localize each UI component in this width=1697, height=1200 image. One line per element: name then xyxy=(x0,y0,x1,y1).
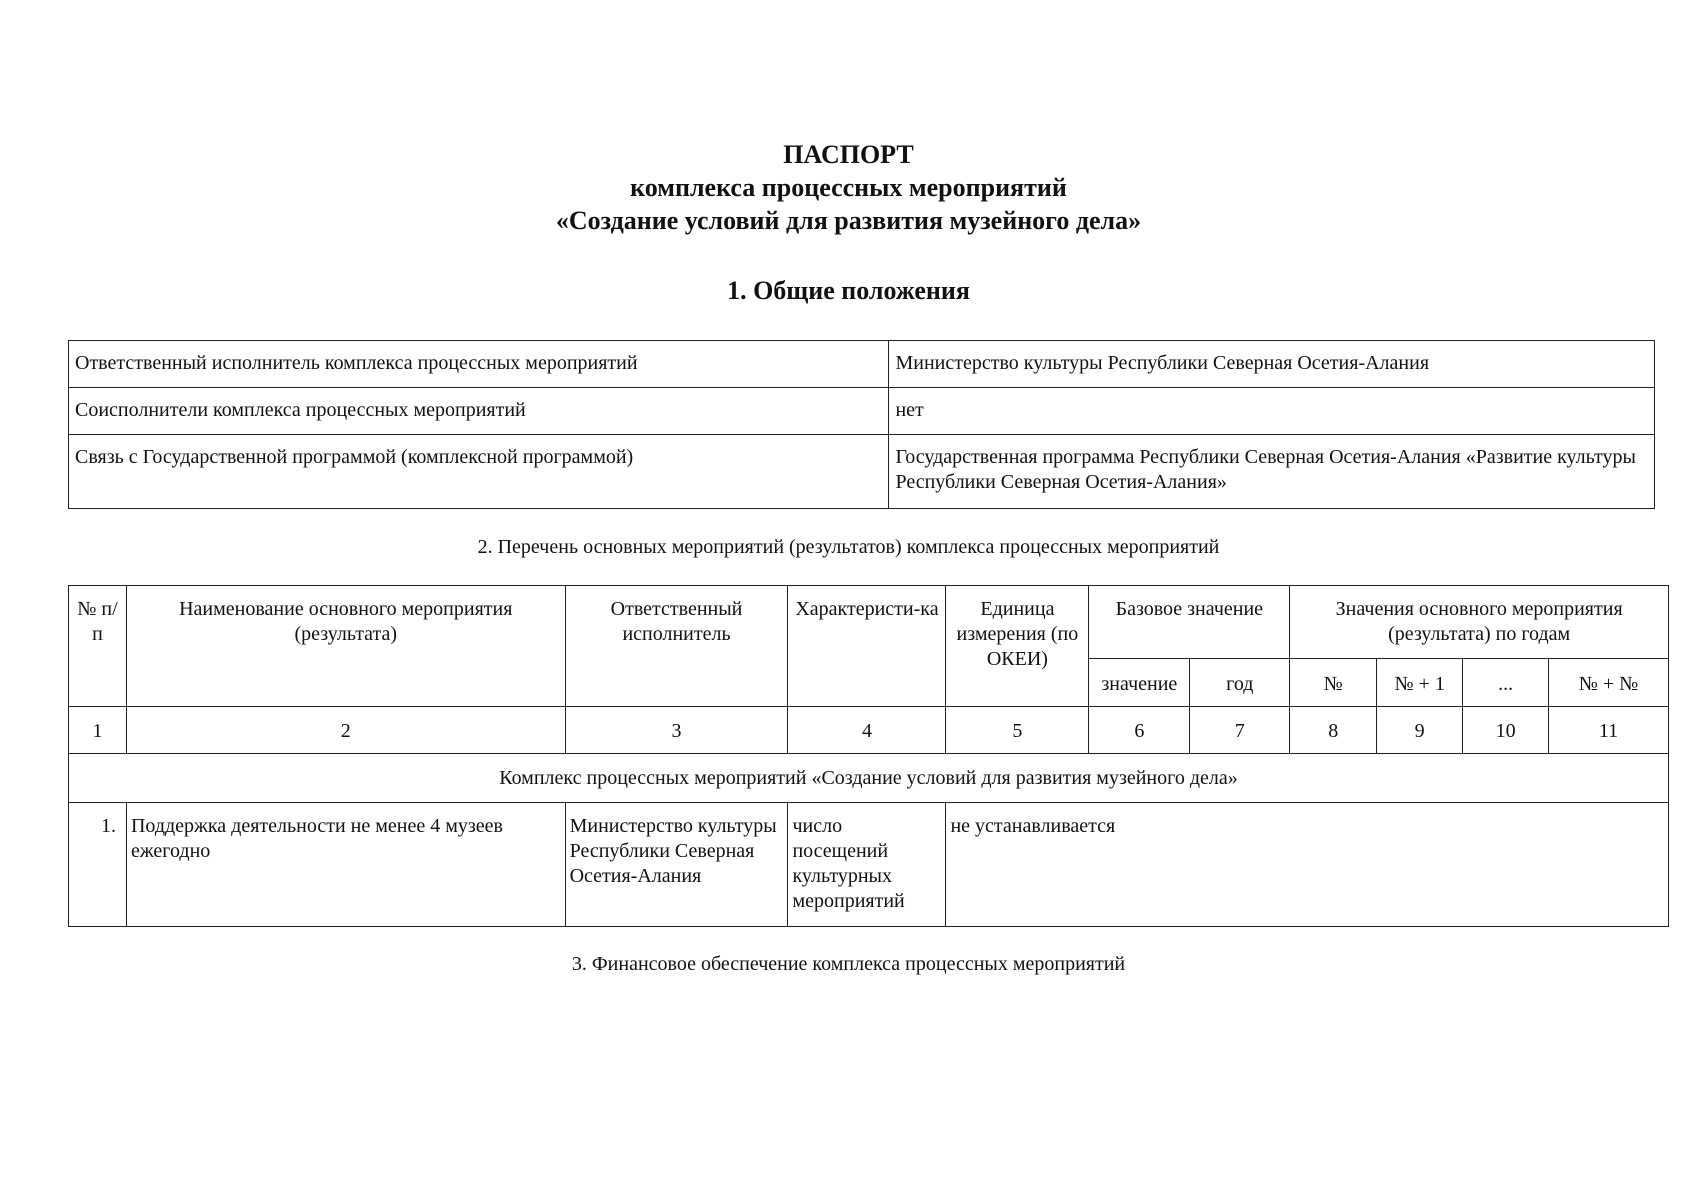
column-number: 3 xyxy=(565,707,788,754)
row-num: 1. xyxy=(69,803,127,927)
header-num: № п/п xyxy=(69,586,127,707)
table-row xyxy=(69,435,1655,509)
column-number: 7 xyxy=(1190,707,1290,754)
column-number: 5 xyxy=(946,707,1089,754)
row-characteristic: число посещений культурных мероприятий xyxy=(788,803,946,927)
general-info-table xyxy=(68,340,1655,509)
column-number: 10 xyxy=(1463,707,1549,754)
document-title xyxy=(0,138,1697,237)
header-responsible: Ответственный исполнитель xyxy=(565,586,788,707)
general-label-cell: Соисполнители комплекса процессных мероприятий xyxy=(69,388,889,435)
row-responsible: Министерство культуры Республики Северная Осетия-Алания xyxy=(565,803,788,927)
section2-heading: 2. Перечень основных мероприятий (результатов) комплекса процессных мероприятий xyxy=(477,536,1220,558)
header-characteristic: Характеристи-ка xyxy=(788,586,946,707)
header-year-nn: № + № xyxy=(1549,659,1669,707)
header-unit: Единица измерения (по ОКЕИ) xyxy=(946,586,1089,707)
table-row xyxy=(69,341,1655,388)
column-number: 2 xyxy=(126,707,565,754)
general-value-cell: Министерство культуры Республики Северная Осетия-Алания xyxy=(889,341,1655,388)
column-number: 6 xyxy=(1089,707,1190,754)
general-value-cell: Государственная программа Республики Северная Осетия-Алания «Развитие культуры Республики Северная Осетия-Алания» xyxy=(889,435,1655,509)
title-line-1: ПАСПОРТ xyxy=(783,140,914,169)
general-value-cell: нет xyxy=(889,388,1655,435)
table-header-row xyxy=(69,586,1669,659)
title-line-3: «Создание условий для развития музейного дела» xyxy=(555,206,1142,235)
group-row xyxy=(69,754,1669,803)
header-year-n1: № + 1 xyxy=(1377,659,1463,707)
general-label-cell: Ответственный исполнитель комплекса процессных мероприятий xyxy=(69,341,889,388)
measures-table xyxy=(68,585,1669,927)
table-row xyxy=(69,388,1655,435)
column-numbers-row xyxy=(69,707,1669,754)
group-title: Комплекс процессных мероприятий «Создание условий для развития музейного дела» xyxy=(69,754,1669,803)
column-number: 9 xyxy=(1377,707,1463,754)
header-values-by-year: Значения основного мероприятия (результата) по годам xyxy=(1290,586,1669,659)
column-number: 4 xyxy=(788,707,946,754)
column-number: 1 xyxy=(69,707,127,754)
section1-heading: 1. Общие положения xyxy=(727,276,970,305)
title-line-2: комплекса процессных мероприятий xyxy=(630,173,1067,202)
general-label-cell: Связь с Государственной программой (комплексной программой) xyxy=(69,435,889,509)
section3-heading: 3. Финансовое обеспечение комплекса процессных мероприятий xyxy=(571,953,1126,975)
header-year-n: № xyxy=(1290,659,1377,707)
row-not-set: не устанавливается xyxy=(946,803,1669,927)
header-name: Наименование основного мероприятия (результата) xyxy=(126,586,565,707)
column-number: 8 xyxy=(1290,707,1377,754)
header-base: Базовое значение xyxy=(1089,586,1290,659)
column-number: 11 xyxy=(1549,707,1669,754)
table-row xyxy=(69,803,1669,927)
header-base-value: значение xyxy=(1089,659,1190,707)
row-name: Поддержка деятельности не менее 4 музеев ежегодно xyxy=(126,803,565,927)
header-base-year: год xyxy=(1190,659,1290,707)
header-year-dots: ... xyxy=(1463,659,1549,707)
